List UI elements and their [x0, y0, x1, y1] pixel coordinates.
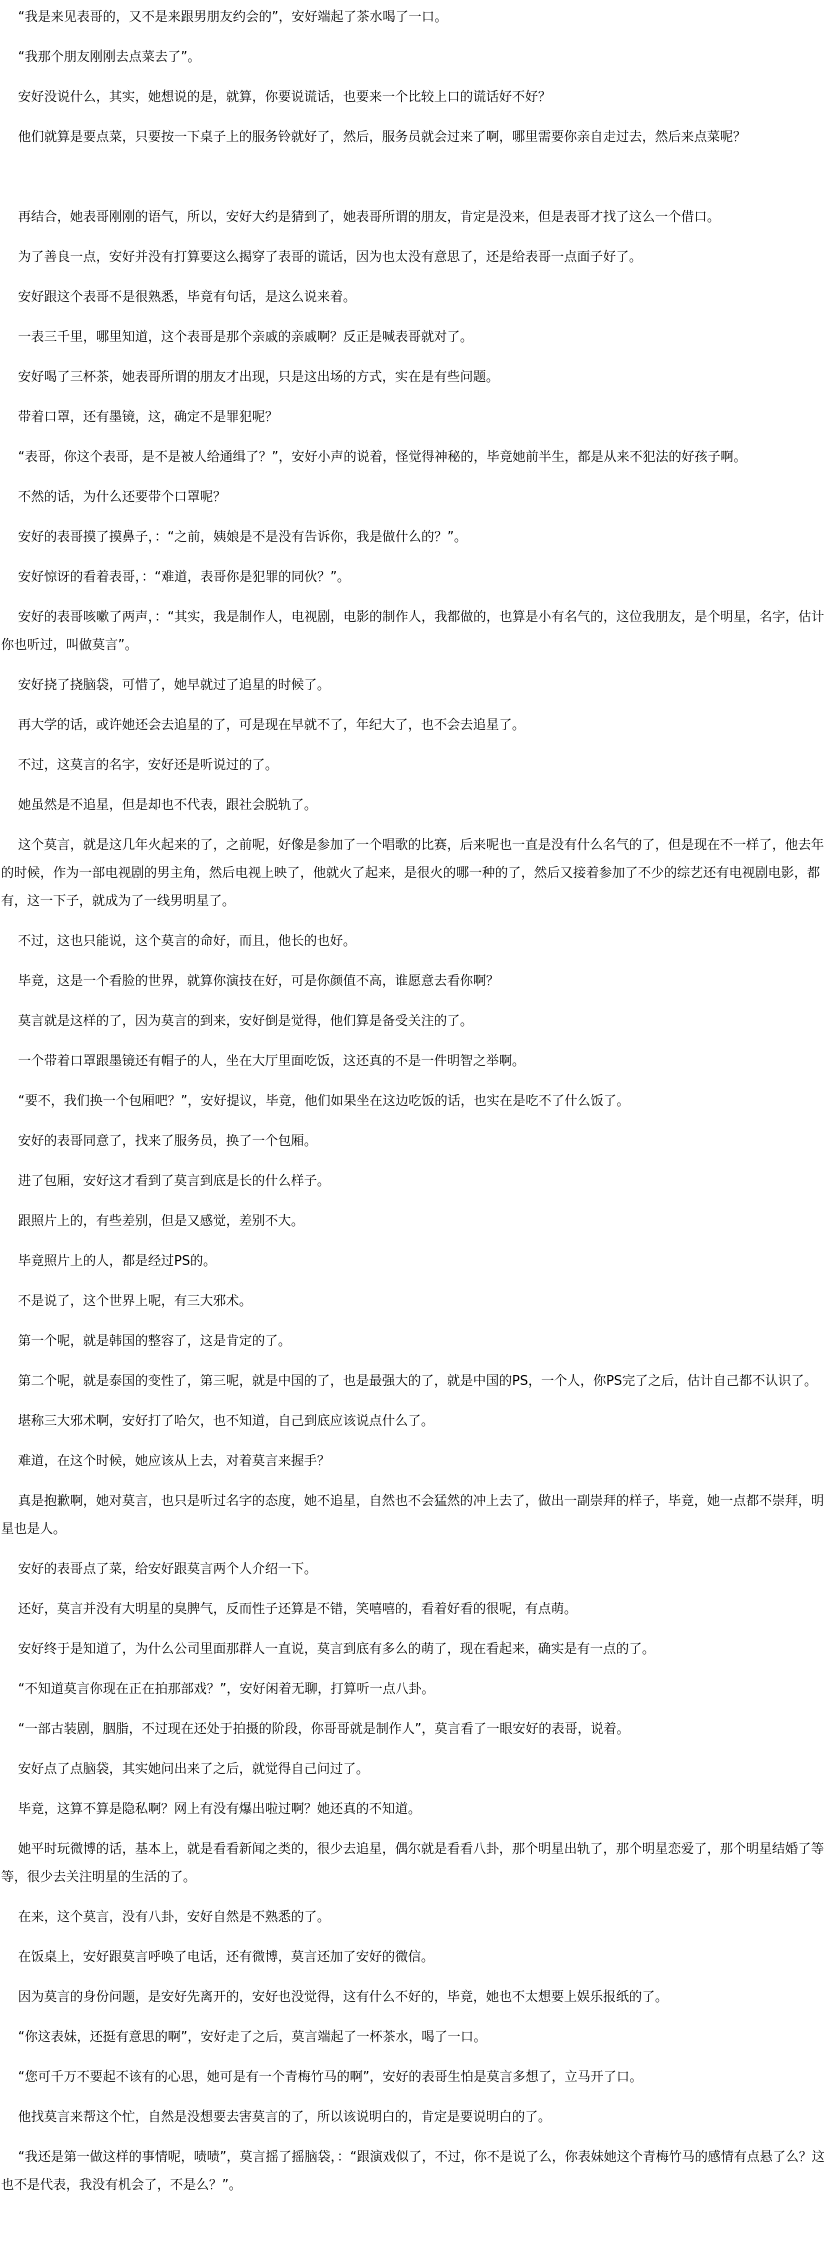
- paragraph: 莫言就是这样的了，因为莫言的到来，安好倒是觉得，他们算是备受关注的了。: [18, 1014, 474, 1029]
- paragraph: 安好挠了挠脑袋，可惜了，她早就过了追星的时候了。: [18, 678, 331, 693]
- novel-text: [1, 4, 829, 2200]
- paragraph: 不然的话，为什么还要带个口罩呢？: [18, 490, 227, 505]
- paragraph: 安好喝了三杯茶，她表哥所谓的朋友才出现，只是这出场的方式，实在是有些问题。: [18, 370, 500, 385]
- paragraph: 安好的表哥咳嗽了两声，：“其实，我是制作人，电视剧，电影的制作人，我都做的，也算是小有名气的，这位我朋友，是个明星，名字，估计你也听过，叫做莫言”。: [1, 610, 825, 653]
- paragraph: 毕竟照片上的人，都是经过PS的。: [18, 1254, 217, 1269]
- paragraph: 他找莫言来帮这个忙，自然是没想要去害莫言的了，所以该说明白的，肯定是要说明白的了。: [18, 2110, 552, 2125]
- paragraph: 真是抱歉啊，她对莫言，也只是听过名字的态度，她不追星，自然也不会猛然的冲上去了，做出一副崇拜的样子，毕竟，她一点都不崇拜，明星也是人。: [1, 1494, 825, 1537]
- paragraph: 难道，在这个时候，她应该从上去，对着莫言来握手？: [18, 1454, 331, 1469]
- paragraph: 他们就算是要点菜，只要按一下桌子上的服务铃就好了，然后，服务员就会过来了啊，哪里需要你亲自走过去，然后来点菜呢？: [18, 130, 747, 145]
- paragraph: 毕竟，这是一个看脸的世界，就算你演技在好，可是你颜值不高，谁愿意去看你啊？: [18, 974, 500, 989]
- paragraph: 堪称三大邪术啊，安好打了哈欠，也不知道，自己到底应该说点什么了。: [18, 1414, 435, 1429]
- paragraph: 还好，莫言并没有大明星的臭脾气，反而性子还算是不错，笑嘻嘻的，看着好看的很呢，有点萌。: [18, 1602, 578, 1617]
- paragraph: “您可千万不要起不该有的心思，她可是有一个青梅竹马的啊”，安好的表哥生怕是莫言多想了，立马开了口。: [18, 2070, 643, 2085]
- paragraph: 安好的表哥摸了摸鼻子，：“之前，姨娘是不是没有告诉你，我是做什么的？”。: [18, 530, 467, 545]
- paragraph: “表哥，你这个表哥，是不是被人给通缉了？”，安好小声的说着，怪觉得神秘的，毕竟她前半生，都是从来不犯法的好孩子啊。: [18, 450, 747, 465]
- paragraph: 毕竟，这算不算是隐私啊？网上有没有爆出啦过啊？她还真的不知道。: [18, 1802, 422, 1817]
- paragraph: “我是来见表哥的，又不是来跟男朋友约会的”，安好端起了茶水喝了一口。: [18, 10, 448, 25]
- paragraph: 安好的表哥点了菜，给安好跟莫言两个人介绍一下。: [18, 1562, 318, 1577]
- paragraph: 不过，这也只能说，这个莫言的命好，而且，他长的也好。: [18, 934, 357, 949]
- paragraph: 再大学的话，或许她还会去追星的了，可是现在早就不了，年纪大了，也不会去追星了。: [18, 718, 526, 733]
- paragraph: “要不，我们换一个包厢吧？”，安好提议，毕竟，他们如果坐在这边吃饭的话，也实在是吃不了什么饭了。: [18, 1094, 630, 1109]
- paragraph: 跟照片上的，有些差别，但是又感觉，差别不大。: [18, 1214, 305, 1229]
- paragraph: 进了包厢，安好这才看到了莫言到底是长的什么样子。: [18, 1174, 331, 1189]
- paragraph: 第二个呢，就是泰国的变性了，第三呢，就是中国的了，也是最强大的了，就是中国的PS，一个人，你PS完了之后，估计自己都不认识了。: [18, 1374, 818, 1389]
- paragraph: 不是说了，这个世界上呢，有三大邪术。: [18, 1294, 253, 1309]
- paragraph: 不过，这莫言的名字，安好还是听说过的了。: [18, 758, 279, 773]
- paragraph: 她平时玩微博的话，基本上，就是看看新闻之类的，很少去追星，偶尔就是看看八卦，那个明星出轨了，那个明星恋爱了，那个明星结婚了等等，很少去关注明星的生活的了。: [1, 1842, 825, 1885]
- paragraph: 她虽然是不追星，但是却也不代表，跟社会脱轨了。: [18, 798, 318, 813]
- paragraph: 带着口罩，还有墨镜，这，确定不是罪犯呢？: [18, 410, 279, 425]
- paragraph: 这个莫言，就是这几年火起来的了，之前呢，好像是参加了一个唱歌的比赛，后来呢也一直是没有什么名气的了，但是现在不一样了，他去年的时候，作为一部电视剧的男主角，然后电视上映了，他就火了起来，是很火的哪一种的了，然后又接着参加了不少的综艺还有电视剧电影，都有，这一下子，就成为了一线男明星了。: [1, 838, 825, 909]
- paragraph-spacer: [1, 164, 829, 192]
- paragraph: “我还是第一做这样的事情呢，啧啧”，莫言摇了摇脑袋，：“跟演戏似了，不过，你不是说了么，你表妹她这个青梅竹马的感情有点悬了么？这也不是代表，我没有机会了，不是么？”。: [1, 2150, 825, 2193]
- paragraph: 安好惊讶的看着表哥，：“难道，表哥你是犯罪的同伙？”。: [18, 570, 350, 585]
- paragraph: 为了善良一点，安好并没有打算要这么揭穿了表哥的谎话，因为也太没有意思了，还是给表哥一点面子好了。: [18, 250, 643, 265]
- paragraph: 安好的表哥同意了，找来了服务员，换了一个包厢。: [18, 1134, 318, 1149]
- paragraph: 安好点了点脑袋，其实她问出来了之后，就觉得自己问过了。: [18, 1762, 370, 1777]
- paragraph: 安好终于是知道了，为什么公司里面那群人一直说，莫言到底有多么的萌了，现在看起来，确实是有一点的了。: [18, 1642, 656, 1657]
- paragraph: “一部古装剧，胭脂，不过现在还处于拍摄的阶段，你哥哥就是制作人”，莫言看了一眼安好的表哥，说着。: [18, 1722, 630, 1737]
- paragraph: 安好没说什么，其实，她想说的是，就算，你要说谎话，也要来一个比较上口的谎话好不好？: [18, 90, 552, 105]
- paragraph: 一个带着口罩跟墨镜还有帽子的人，坐在大厅里面吃饭，这还真的不是一件明智之举啊。: [18, 1054, 526, 1069]
- paragraph: 安好跟这个表哥不是很熟悉，毕竟有句话，是这么说来着。: [18, 290, 357, 305]
- paragraph: 一表三千里，哪里知道，这个表哥是那个亲戚的亲戚啊？反正是喊表哥就对了。: [18, 330, 474, 345]
- paragraph: “我那个朋友刚刚去点菜去了”。: [18, 50, 201, 65]
- paragraph: “不知道莫言你现在正在拍那部戏？”，安好闲着无聊，打算听一点八卦。: [18, 1682, 435, 1697]
- paragraph: 再结合，她表哥刚刚的语气，所以，安好大约是猜到了，她表哥所谓的朋友，肯定是没来，但是表哥才找了这么一个借口。: [18, 210, 721, 225]
- paragraph: “你这表妹，还挺有意思的啊”，安好走了之后，莫言端起了一杯茶水，喝了一口。: [18, 2030, 487, 2045]
- paragraph: 因为莫言的身份问题，是安好先离开的，安好也没觉得，这有什么不好的，毕竟，她也不太想要上娱乐报纸的了。: [18, 1990, 669, 2005]
- paragraph: 第一个呢，就是韩国的整容了，这是肯定的了。: [18, 1334, 292, 1349]
- paragraph: 在饭桌上，安好跟莫言呼唤了电话，还有微博，莫言还加了安好的微信。: [18, 1950, 435, 1965]
- paragraph: 在来，这个莫言，没有八卦，安好自然是不熟悉的了。: [18, 1910, 331, 1925]
